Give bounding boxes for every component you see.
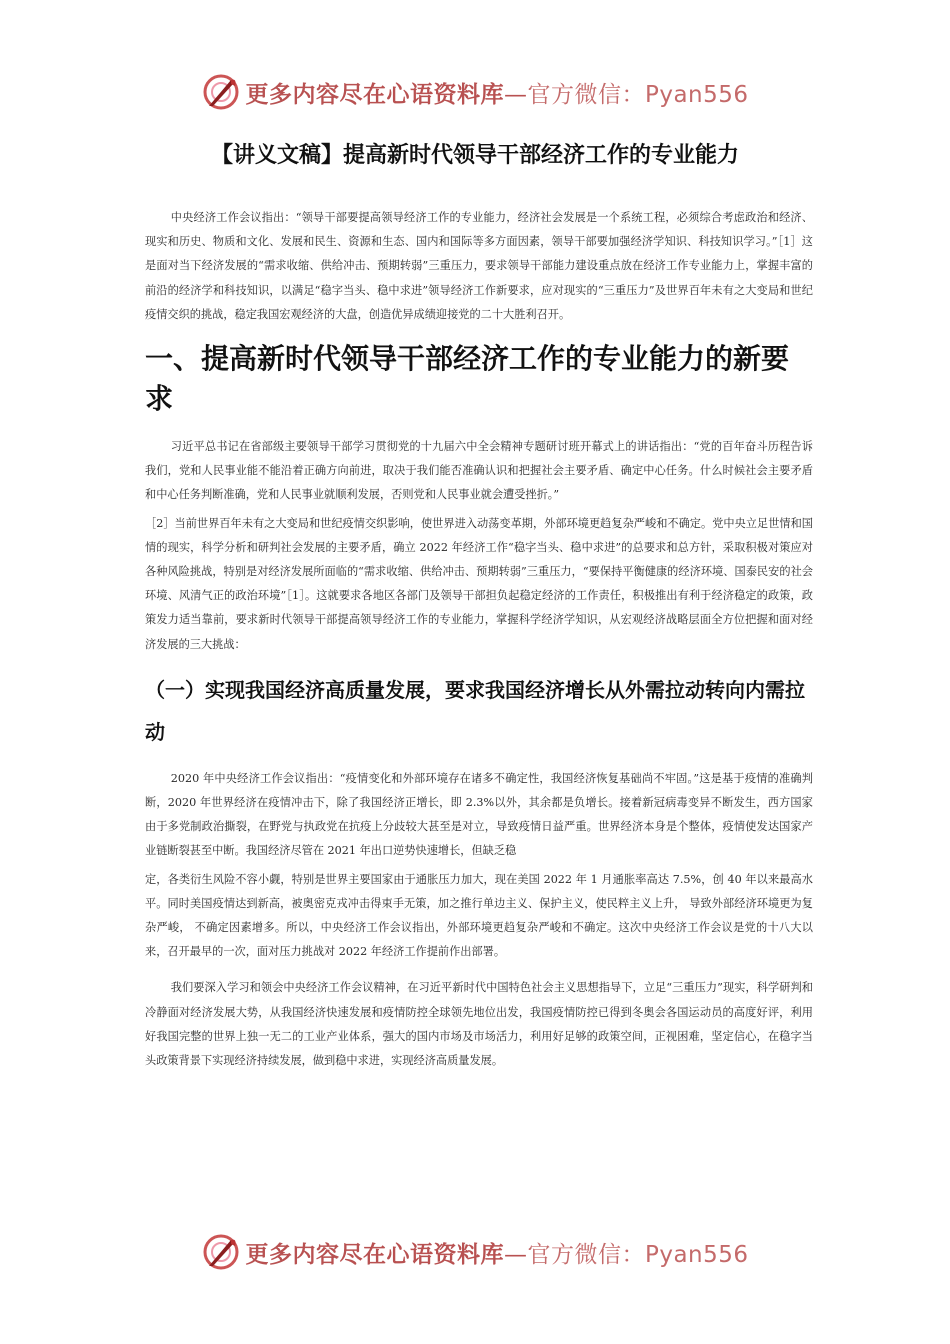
banner-wechat-label: 官方微信： xyxy=(527,81,645,108)
banner-text xyxy=(245,76,748,109)
banner-dash: — xyxy=(503,1241,528,1268)
banner-wechat-label: 官方微信： xyxy=(527,1241,645,1268)
header-watermark-banner xyxy=(0,70,950,114)
subsection-1-paragraph-3: 我们要深入学习和领会中央经济工作会议精神，在习近平新时代中国特色社会主义思想指导下，立足“三重压力”现实，科学研判和冷静面对经济发展大势，从我国经济快速发展和疫情防控全球领先地位出发，我国疫情防控已得到冬奥会各国运动员的高度好评，利用好我国完整的世界上独一无二的工业产业体系，强大的国内市场及市场活力，利用好足够的政策空间，正视困难，坚定信心，在稳字当头政策背景下实现经济持续发展，做到稳中求进，实现经济高质量发展。 xyxy=(145,981,813,1068)
banner-lead-text: 更多内容尽在心语资料库 xyxy=(245,81,504,108)
banner-wechat-id: Pyan556 xyxy=(644,81,749,108)
section-1-paragraph-1: 习近平总书记在省部级主要领导干部学习贯彻党的十九届六中全会精神专题研讨班开幕式上的讲话指出：“党的百年奋斗历程告诉我们，党和人民事业能不能沿着正确方向前进，取决于我们能否准确认识和把握社会主要矛盾、确定中心任务。什么时候社会主要矛盾和中心任务判断准确，党和人民事业就顺利发展，否则党和人民事业就会遭受挫折。” xyxy=(145,440,813,502)
banner-dash: — xyxy=(503,81,528,108)
subsection-1-paragraph-1: 2020 年中央经济工作会议指出：“疫情变化和外部环境存在诸多不确定性，我国经济恢复基础尚不牢固。”这是基于疫情的准确判断，2020 年世界经济在疫情冲击下，除了我国经济正增长，即 2.3%以外，其余都是负增长。接着新冠病毒变异不断发生，西方国家由于多党制政治撕裂，在野党与执政党在抗疫上分歧较大甚至是对立，导致疫情日益严重。世界经济本身是个整体，疫情使发达国家产业链断裂甚至中断。我国经济尽管在 2021 年出口逆势快速增长，但缺乏稳 xyxy=(145,771,813,858)
section-1-heading: 一、提高新时代领导干部经济工作的专业能力的新要求 xyxy=(145,342,790,416)
footer-watermark-banner xyxy=(0,1230,950,1274)
subsection-1-paragraph-2: 定，各类衍生风险不容小觑，特别是世界主要国家由于通胀压力加大，现在美国 2022 年 1 月通胀率高达 7.5%，创 40 年以来最高水平。同时美国疫情达到新高，被奥密克戎冲击得束手无策，加之推行单边主义、保护主义，使民粹主义上升， 导致外部经济环境更为复杂严峻， 不确定因素增多。所以，中央经济工作会议指出，外部环境更趋复杂严峻和不确定。这次中央经济工作会议是党的十八大以来，召开最早的一次，面对压力挑战对 2022 年经济工作提前作出部署。 xyxy=(145,872,813,959)
document-body xyxy=(145,206,813,1085)
subsection-1-heading: （一）实现我国经济高质量发展，要求我国经济增长从外需拉动转向内需拉动 xyxy=(145,677,805,744)
section-1-paragraph-2: ［2］当前世界百年未有之大变局和世纪疫情交织影响，使世界进入动荡变革期，外部环境更趋复杂严峻和不确定。党中央立足世情和国情的现实，科学分析和研判社会发展的主要矛盾，确立 2022 年经济工作“稳字当头、稳中求进”的总要求和总方针，采取积极对策应对各种风险挑战，特别是对经济发展所面临的“需求收缩、供给冲击、预期转弱”三重压力，“要保持平衡健康的经济环境、国泰民安的社会环境、风清气正的政治环境”［1］。这就要求各地区各部门及领导干部担负起稳定经济的工作责任，积极推出有利于经济稳定的政策，政策发力适当靠前，要求新时代领导干部提高领导经济工作的专业能力，掌握科学经济学知识，从宏观经济战略层面全方位把握和面对经济发展的三大挑战： xyxy=(145,516,813,651)
document-title: 【讲义文稿】提高新时代领导干部经济工作的专业能力 xyxy=(210,143,739,168)
quill-logo-icon xyxy=(201,1232,241,1272)
banner-lead-text: 更多内容尽在心语资料库 xyxy=(245,1241,504,1268)
banner-wechat-id: Pyan556 xyxy=(644,1241,749,1268)
banner-text xyxy=(245,1236,748,1269)
intro-paragraph: 中央经济工作会议指出：“领导干部要提高领导经济工作的专业能力，经济社会发展是一个系统工程，必须综合考虑政治和经济、现实和历史、物质和文化、发展和民生、资源和生态、国内和国际等多方面因素，领导干部要加强经济学知识、科技知识学习。”［1］这是面对当下经济发展的“需求收缩、供给冲击、预期转弱”三重压力，要求领导干部能力建设重点放在经济工作专业能力上，掌握丰富的前沿的经济学和科技知识，以满足“稳字当头、稳中求进”领导经济工作新要求，应对现实的“三重压力”及世界百年未有之大变局和世纪疫情交织的挑战，稳定我国宏观经济的大盘，创造优异成绩迎接党的二十大胜利召开。 xyxy=(145,211,813,321)
quill-logo-icon xyxy=(201,72,241,112)
